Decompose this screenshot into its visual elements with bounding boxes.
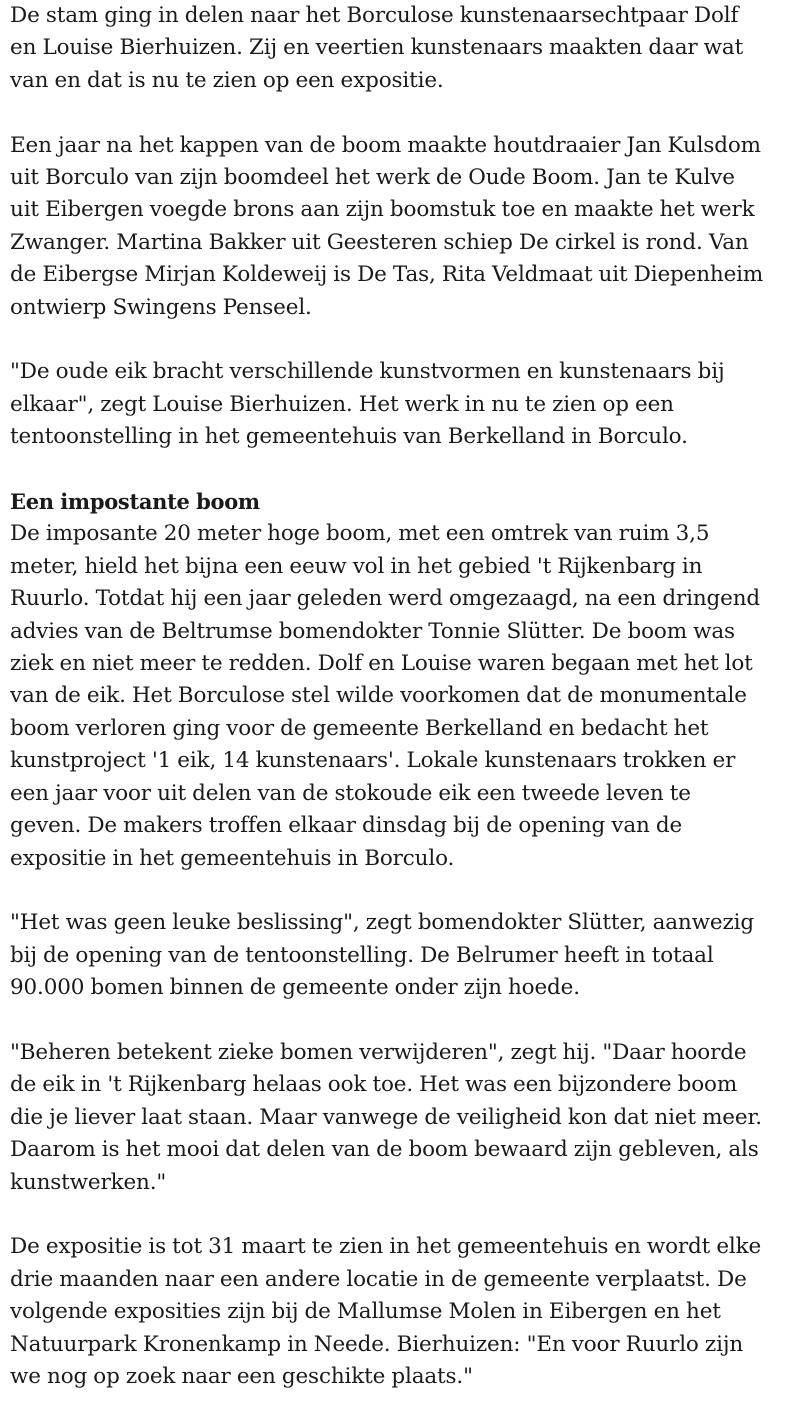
section-subheading: Een impostante boom	[10, 489, 260, 515]
article-paragraph: Een jaar na het kappen van de boom maakte houtdraaier Jan Kulsdom uit Borculo van zijn boomdeel het werk de Oude Boom. Jan te Kulve uit Eibergen voegde brons aan zijn boomstuk toe en maakte het werk Zwanger. Martina Bakker uit Geesteren schiep De cirkel is rond. Van de Eibergse Mirjan Koldeweij is De Tas, Rita Veldmaat uit Diepenheim ontwierp Swingens Penseel.	[10, 132, 764, 320]
article-paragraph: "Het was geen leuke beslissing", zegt bomendokter Slütter, aanwezig bij de opening van de tentoonstelling. De Belrumer heeft in totaal 90.000 bomen binnen de gemeente onder zijn hoede.	[10, 910, 754, 1001]
article-paragraph: "De oude eik bracht verschillende kunstvormen en kunstenaars bij elkaar", zegt Louise Bierhuizen. Het werk in nu te zien op een tentoonstelling in het gemeentehuis van Berkelland in Borculo.	[10, 359, 725, 450]
article-paragraph: "Beheren betekent zieke bomen verwijderen", zegt hij. "Daar hoorde de eik in 't Rijkenbarg helaas ook toe. Het was een bijzondere boom die je liever laat staan. Maar vanwege de veiligheid kon dat niet meer. Daarom is het mooi dat delen van de boom bewaard zijn gebleven, als kunstwerken."	[10, 1039, 762, 1195]
article-paragraph: De stam ging in delen naar het Borculose kunstenaarsechtpaar Dolf en Louise Bierhuizen. Zij en veertien kunstenaars maakten daar wat van en dat is nu te zien op een expositie.	[10, 3, 744, 93]
article-body	[10, 0, 795, 1426]
article-paragraph: De expositie is tot 31 maart te zien in het gemeentehuis en wordt elke drie maanden naar een andere locatie in de gemeente verplaatst. De volgende exposities zijn bij de Mallumse Molen in Eibergen en het Natuurpark Kronenkamp in Neede. Bierhuizen: "En voor Ruurlo zijn we nog op zoek naar een geschikte plaats."	[10, 1234, 762, 1389]
article-paragraph: De imposante 20 meter hoge boom, met een omtrek van ruim 3,5 meter, hield het bijna een eeuw vol in het gebied 't Rijkenbarg in Ruurlo. Totdat hij een jaar geleden werd omgezaagd, na een dringend advies van de Beltrumse bomendokter Tonnie Slütter. De boom was ziek en niet meer te redden. Dolf en Louise waren begaan met het lot van de eik. Het Borculose stel wilde voorkomen dat de monumentale boom verloren ging voor de gemeente Berkelland en bedacht het kunstproject '1 eik, 14 kunstenaars'. Lokale kunstenaars trokken er een jaar voor uit delen van de stokoude eik een tweede leven te geven. De makers troffen elkaar dinsdag bij de opening van de expositie in het gemeentehuis in Borculo.	[10, 521, 761, 871]
